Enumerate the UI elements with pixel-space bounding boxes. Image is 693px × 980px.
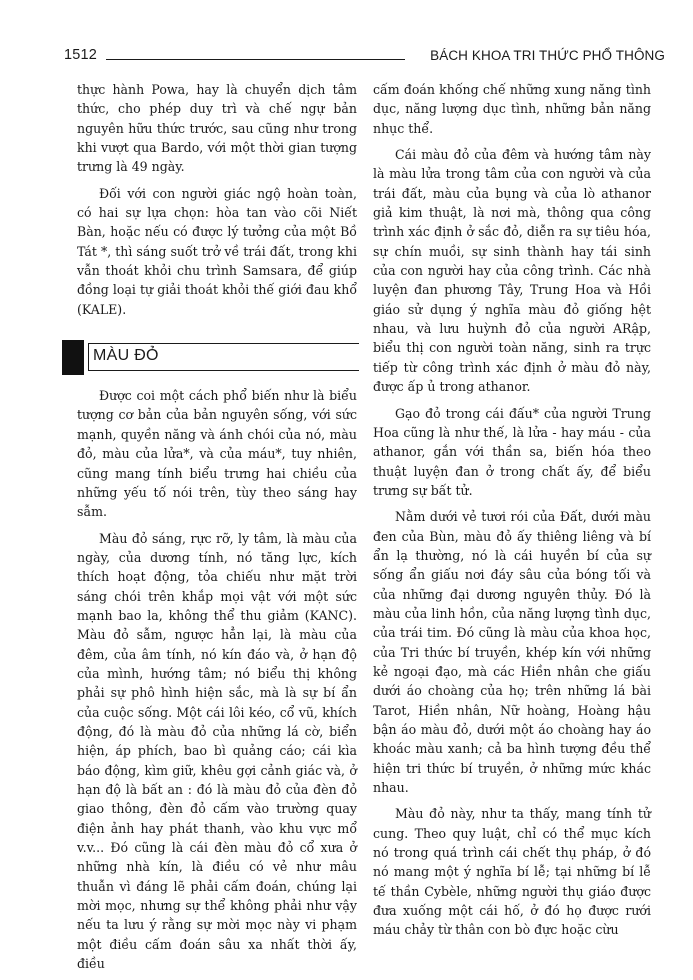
- section-title: MÀU ĐỎ: [93, 347, 159, 365]
- section-title-box: [88, 343, 359, 371]
- section-marker-block: [62, 340, 84, 375]
- paragraph: cấm đoán khống chế những xung năng tình dục, năng lượng dục tình, những bản năng nhục thể.: [373, 82, 651, 136]
- section-heading: [62, 337, 359, 377]
- paragraph: Nằm dưới vẻ tươi rói của Đất, dưới màu đen của Bùn, màu đỏ ấy thiêng liêng và bí ẩn lạ thường, nó là cái huyền bí của sự sống ẩn giấu nơi đáy sâu của bóng tối và của những đại dương nguyên thủy. Đó là màu của linh hồn, của năng lượng tình dục, của trái tim. Đó cũng là màu của khoa học, của Tri thức bí truyền, khép kín với những kẻ ngoại đạo, mà các Hiền nhân che giấu dưới áo choàng của họ; trên những lá bài Tarot, Hiền nhân, Nữ hoàng, Hoàng hậu bận áo màu đỏ, dưới một áo choàng hay áo khoác màu xanh; cả ba hình tượng đều thể hiện tri thức bí truyền, ở những mức khác nhau.: [373, 509, 651, 796]
- paragraph: Màu đỏ này, như ta thấy, mang tính tử cung. Theo quy luật, chỉ có thể mục kích nó trong quá trình cái chết thụ pháp, ở đó nó mang một ý nghĩa bí lễ; tại những bí lễ tế thần Cybèle, những người thụ giáo được đưa xuống một cái hố, ở đó họ được rưới máu chảy từ thân con bò đực hoặc cừu: [373, 806, 651, 938]
- paragraph: Cái màu đỏ của đêm và hướng tâm này là màu lửa trong tâm của con người và của trái đất, màu của bụng và của lò athanor giả kim thuật, là nơi mà, thông qua công trình xác định ở sắc đỏ, diễn ra sự tiêu hóa, sự chín muồi, sự sinh thành hay tái sinh của con người hay của công trình. Các nhà luyện đan phương Tây, Trung Hoa và Hồi giáo sử dụng ý nghĩa màu đỏ giống hệt nhau, và lưu huỳnh đỏ của người ARập, biểu thị con người toàn năng, sinh ra trực tiếp từ công trình xác định ở màu đỏ này, được ấp ủ trong athanor.: [373, 147, 651, 395]
- left-column: [77, 80, 357, 980]
- paragraph: thực hành Powa, hay là chuyển dịch tâm thức, cho phép duy trì và chế ngự bản nguyên hữu thức trước, sau cũng như trong khi vượt qua Bardo, với một thời gian tượng trưng là 49 ngày.: [77, 82, 357, 175]
- paragraph: Gạo đỏ trong cái đấu* của người Trung Hoa cũng là như thế, là lửa - hay máu - của athanor, gắn với thần sa, biến hóa theo thuật luyện đan ở trong chất ấy, để biểu trưng sự bất tử.: [373, 405, 651, 498]
- header-rule: [106, 59, 405, 60]
- running-title: BÁCH KHOA TRI THỨC PHỔ THÔNG: [424, 48, 665, 63]
- paragraph: Đối với con người giác ngộ hoàn toàn, có hai sự lựa chọn: hòa tan vào cõi Niết Bàn, hoặc nếu có được lý tưởng của một Bồ Tát *, thì sáng suốt trở về trái đất, trong khi vẫn thoát khỏi chu trình Samsara, để giúp đồng loại tự giải thoát khỏi thế giới đau khổ (KALE).: [77, 185, 357, 317]
- paragraph: Màu đỏ sáng, rực rỡ, ly tâm, là màu của ngày, của dương tính, nó tăng lực, kích thích hoạt động, tỏa chiếu như mặt trời sáng chói trên khắp mọi vật với một sức mạnh bao la, không thể thu giảm (KANC). Màu đỏ sẫm, ngược hẳn lại, là màu của đêm, của âm tính, nó kín đáo và, ở hạn độ của mình, hướng tâm; nó biểu thị không phải sự phô hình hiện sắc, mà là sự bí ẩn của cuộc sống. Một cái lôi kéo, cổ vũ, khích động, đó là màu đỏ của những lá cờ, biển hiện, áp phích, bao bì quảng cáo; cái kìa báo động, kìm giữ, khêu gợi cảnh giác và, ở hạn độ là bất an : đó là màu đỏ của đèn đỏ giao thông, đèn đỏ cấm vào trường quay điện ảnh hay phát thanh, vào khu vực mổ v.v... Đó cũng là cái đèn màu đỏ cổ xưa ở những nhà kín, là điều có vẻ như mâu thuẫn vì đáng lẽ phải cấm đoán, chúng lại mời mọc, nhưng sự thể không phải như vậy nếu ta lưu ý rằng sự mời mọc này vi phạm một điều cấm đoán sâu xa nhất thời ấy, điều: [77, 530, 357, 972]
- paragraph: Được coi một cách phổ biến như là biểu tượng cơ bản của bản nguyên sống, với sức mạnh, quyền năng và ánh chói của nó, màu đỏ, màu của lửa*, và của máu*, tuy nhiên, cũng mang tính biểu trưng hai chiều của những yếu tố nói trên, tùy theo sáng hay sẫm.: [77, 388, 357, 520]
- page-header: [64, 47, 665, 69]
- right-column: [373, 80, 651, 947]
- page-number: 1512: [64, 47, 98, 63]
